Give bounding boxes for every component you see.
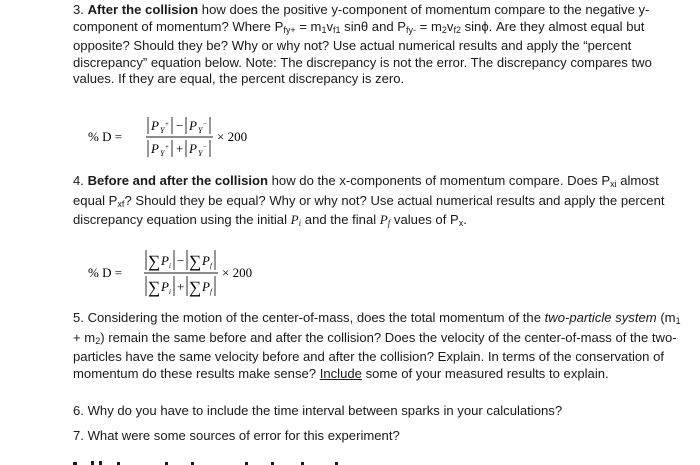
question-5: 5. Considering the motion of the center-of-mass, does the total momentum of the two-particle system $(m_1 + m_2)$ remain the same before and after the collision? Does the velocity of the center-of-mass of the two-particles have the same velocity before and after the collision? Explain. In terms of the conservation of momentum do these results make sense? Include some of your measured results to explain. <box>73 310 681 381</box>
formula-y-den-p1: P <box>151 141 159 156</box>
cut-off-next-question <box>73 451 373 465</box>
question-5-number: 5. <box>73 310 84 325</box>
formula-x-den-p1: P <box>161 279 169 294</box>
formula-x-num-p1: P <box>161 253 169 268</box>
formula-y-num-sub1: Y <box>160 126 165 135</box>
percent-discrepancy-formula-y <box>88 112 288 166</box>
formula-x-plus: + <box>177 279 185 294</box>
question-6: 6. Why do you have to include the time interval between sparks in your calculations? <box>73 403 563 418</box>
question-7-number: 7. <box>73 428 84 443</box>
formula-x-times: × 200 <box>222 265 253 280</box>
cut-off-glyph-tops <box>73 451 373 465</box>
formula-x-svg <box>88 246 288 300</box>
question-7: 7. What were some sources of error for this experiment? <box>73 428 400 443</box>
formula-y-den-sup1: + <box>165 143 169 151</box>
formula-y-num-sup1: + <box>165 120 169 128</box>
formula-y-den-p2: P <box>189 141 197 156</box>
question-6-number: 6. <box>73 403 84 418</box>
formula-x-lhs: % D = <box>88 265 123 280</box>
formula-y-den-sub2: Y <box>198 149 203 158</box>
formula-x-num-sub1: i <box>169 262 171 270</box>
formula-x-minus: − <box>177 253 185 268</box>
question-3-lead: After the collision <box>87 2 199 17</box>
formula-x-num-sigma2: ∑ <box>189 252 202 271</box>
formula-y-plus: + <box>176 141 184 156</box>
formula-x-den-sigma2: ∑ <box>189 278 202 297</box>
formula-y-den-sub1: Y <box>160 149 165 158</box>
question-4: 4. Before and after the collision how do the x-components of momentum compare. Does $P_{xi}$ almost equal $P_{xf}$? Should they be equal? Why or why not? Use actual numerical results and apply the percent discrepancy equation using the initial $P_i$ and the final $P_f$ values of $P_x$. <box>73 173 665 229</box>
formula-y-num-p2: P <box>189 118 197 133</box>
question-4-number: 4. <box>73 173 84 188</box>
formula-x-den-p2: P <box>202 279 210 294</box>
formula-y-lhs: % D = <box>88 129 123 144</box>
formula-x-num-sub2: f <box>210 262 212 270</box>
formula-x-den-sigma1: ∑ <box>148 278 161 297</box>
formula-y-minus: − <box>176 118 184 133</box>
formula-x-num-sigma1: ∑ <box>148 252 161 271</box>
percent-discrepancy-formula-x <box>88 246 288 304</box>
question-4-lead: Before and after the collision <box>87 173 268 188</box>
formula-y-num-sub2: Y <box>198 126 203 135</box>
formula-y-svg <box>88 112 288 162</box>
question-3: 3. After the collision how does the positive y-component of momentum compare to the negative y-component of momentum? Where $P_{fy+} = m_1v_{f1}$ sinθ and $P_{fy-} = m_2v_{f2}$ sinϕ. Are they almost equal but opposite? Should they be? Why or why not? Use actual numerical results and apply the “percent discrepancy” equation below. Note: The discrepancy is not the error. The discrepancy compares two values. If they are equal, the percent discrepancy is zero. <box>73 2 652 87</box>
formula-y-num-p1: P <box>151 118 159 133</box>
formula-y-num-sup2: − <box>203 120 207 128</box>
formula-x-num-p2: P <box>202 253 210 268</box>
formula-x-den-sub1: i <box>169 288 171 296</box>
question-3-number: 3. <box>73 2 84 17</box>
formula-x-den-sub2: f <box>210 288 212 296</box>
formula-y-den-sup2: − <box>203 143 207 151</box>
formula-y-times: × 200 <box>217 129 248 144</box>
